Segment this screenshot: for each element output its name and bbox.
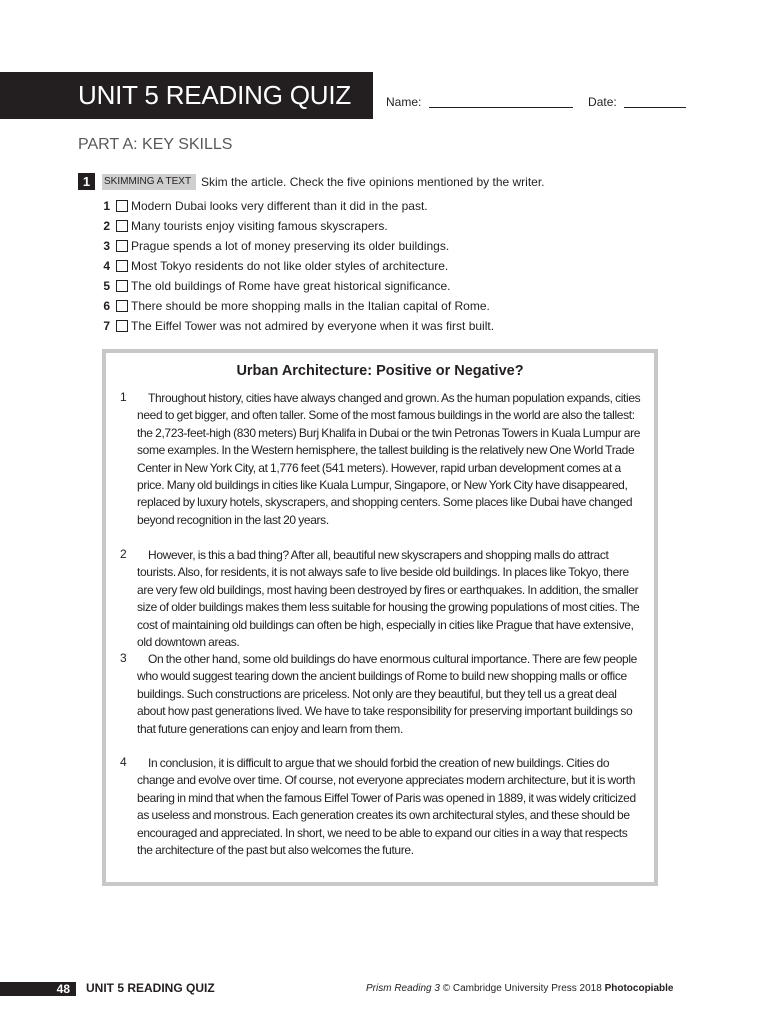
article-box bbox=[102, 349, 658, 886]
date-field[interactable] bbox=[624, 95, 686, 108]
skill-tag: SKIMMING A TEXT bbox=[102, 174, 196, 190]
section-title: PART A: KEY SKILLS bbox=[78, 136, 233, 153]
paragraph-number: 1 bbox=[120, 390, 127, 404]
item-number: 6 bbox=[103, 299, 110, 313]
checkbox[interactable] bbox=[116, 220, 128, 232]
page-number-badge bbox=[0, 982, 76, 996]
name-field[interactable] bbox=[429, 95, 573, 108]
paragraph-number: 4 bbox=[120, 755, 127, 769]
article-paragraph bbox=[120, 547, 644, 651]
item-number: 4 bbox=[103, 259, 110, 273]
item-text: Many tourists enjoy visiting famous skyscrapers. bbox=[131, 219, 388, 233]
name-label: Name: bbox=[386, 95, 422, 109]
quiz-title: UNIT 5 READING QUIZ bbox=[78, 80, 352, 110]
copyright-text: © Cambridge University Press 2018 bbox=[439, 983, 605, 994]
footer-copyright bbox=[366, 983, 673, 994]
page-number: 48 bbox=[56, 982, 70, 996]
item-text: Modern Dubai looks very different than it did in the past. bbox=[131, 199, 428, 213]
paragraph-number: 3 bbox=[120, 651, 127, 665]
task-number: 1 bbox=[78, 173, 95, 190]
item-number: 3 bbox=[103, 239, 110, 253]
item-number: 2 bbox=[103, 219, 110, 233]
article-title: Urban Architecture: Positive or Negative? bbox=[236, 363, 524, 379]
paragraph-text: However, is this a bad thing? After all, beautiful new skyscrapers and shopping malls do attract tourists. Also, for residents, it is not always safe to live beside old buildings. In places like Tokyo, there are very few old buildings, most having been destroyed by fires or earthquakes. In addition, the smaller size of older buildings makes them less suitable for housing the growing populations of most cities. The cost of maintaining old buildings can often be high, especially in cities like Prague that have extensive, old downtown areas. bbox=[137, 548, 640, 650]
photocopiable-label: Photocopiable bbox=[604, 983, 674, 994]
book-title: Prism Reading 3 bbox=[366, 983, 440, 994]
article-paragraph bbox=[120, 651, 644, 738]
article-paragraph bbox=[120, 390, 644, 529]
item-number: 7 bbox=[103, 319, 110, 333]
item-number: 1 bbox=[103, 199, 110, 213]
task-instruction: Skim the article. Check the five opinions mentioned by the writer. bbox=[201, 175, 545, 189]
footer-unit-label: UNIT 5 READING QUIZ bbox=[86, 981, 215, 995]
checkbox[interactable] bbox=[116, 200, 128, 212]
name-date-row bbox=[386, 95, 686, 109]
checkbox[interactable] bbox=[116, 320, 128, 332]
checkbox[interactable] bbox=[116, 300, 128, 312]
item-text: The old buildings of Rome have great historical significance. bbox=[131, 279, 451, 293]
item-text: Prague spends a lot of money preserving its older buildings. bbox=[131, 239, 450, 253]
item-text: There should be more shopping malls in the Italian capital of Rome. bbox=[131, 299, 490, 313]
paragraph-text: On the other hand, some old buildings do have enormous cultural importance. There are few people who would suggest tearing down the ancient buildings of Rome to build new shopping malls or office buildings. Such constructions are priceless. Not only are they beautiful, but they tell us a great deal about how past generations lived. We have to take responsibility for preserving important buildings so that future generations can enjoy and learn from them. bbox=[137, 652, 637, 736]
date-label: Date: bbox=[588, 95, 617, 109]
article-paragraph bbox=[120, 755, 644, 859]
item-number: 5 bbox=[103, 279, 110, 293]
item-text: The Eiffel Tower was not admired by everyone when it was first built. bbox=[131, 319, 495, 333]
paragraph-number: 2 bbox=[120, 547, 127, 561]
checkbox[interactable] bbox=[116, 260, 128, 272]
checkbox[interactable] bbox=[116, 240, 128, 252]
item-text: Most Tokyo residents do not like older styles of architecture. bbox=[131, 259, 449, 273]
paragraph-text: Throughout history, cities have always changed and grown. As the human population expands, cities need to get bigger, and often taller. Some of the most famous buildings in the world are also the tallest: the 2,723-feet-high (830 meters) Burj Khalifa in Dubai or the twin Petronas Towers in Kuala Lumpur are some examples. In the Western hemisphere, the tallest building is the relatively new One World Trade Center in New York City, at 1,776 feet (541 meters). However, rapid urban development comes at a price. Many old buildings in cities like Kuala Lumpur, Singapore, or New York City have disappeared, replaced by luxury hotels, skyscrapers, and shopping centers. Some places like Dubai have changed beyond recognition in the last 20 years. bbox=[137, 391, 641, 527]
paragraph-text: In conclusion, it is difficult to argue that we should forbid the creation of new buildings. Cities do change and evolve over time. Of course, not everyone appreciates modern architecture, but it is worth bearing in mind that when the famous Eiffel Tower of Paris was opened in 1889, it was widely criticized as useless and monstrous. Each generation creates its own architectural styles, and these should be encouraged and appreciated. In short, we need to be able to expand our cities in a way that respects the architecture of the past but also welcomes the future. bbox=[137, 756, 636, 858]
title-bar bbox=[0, 72, 373, 119]
checkbox[interactable] bbox=[116, 280, 128, 292]
